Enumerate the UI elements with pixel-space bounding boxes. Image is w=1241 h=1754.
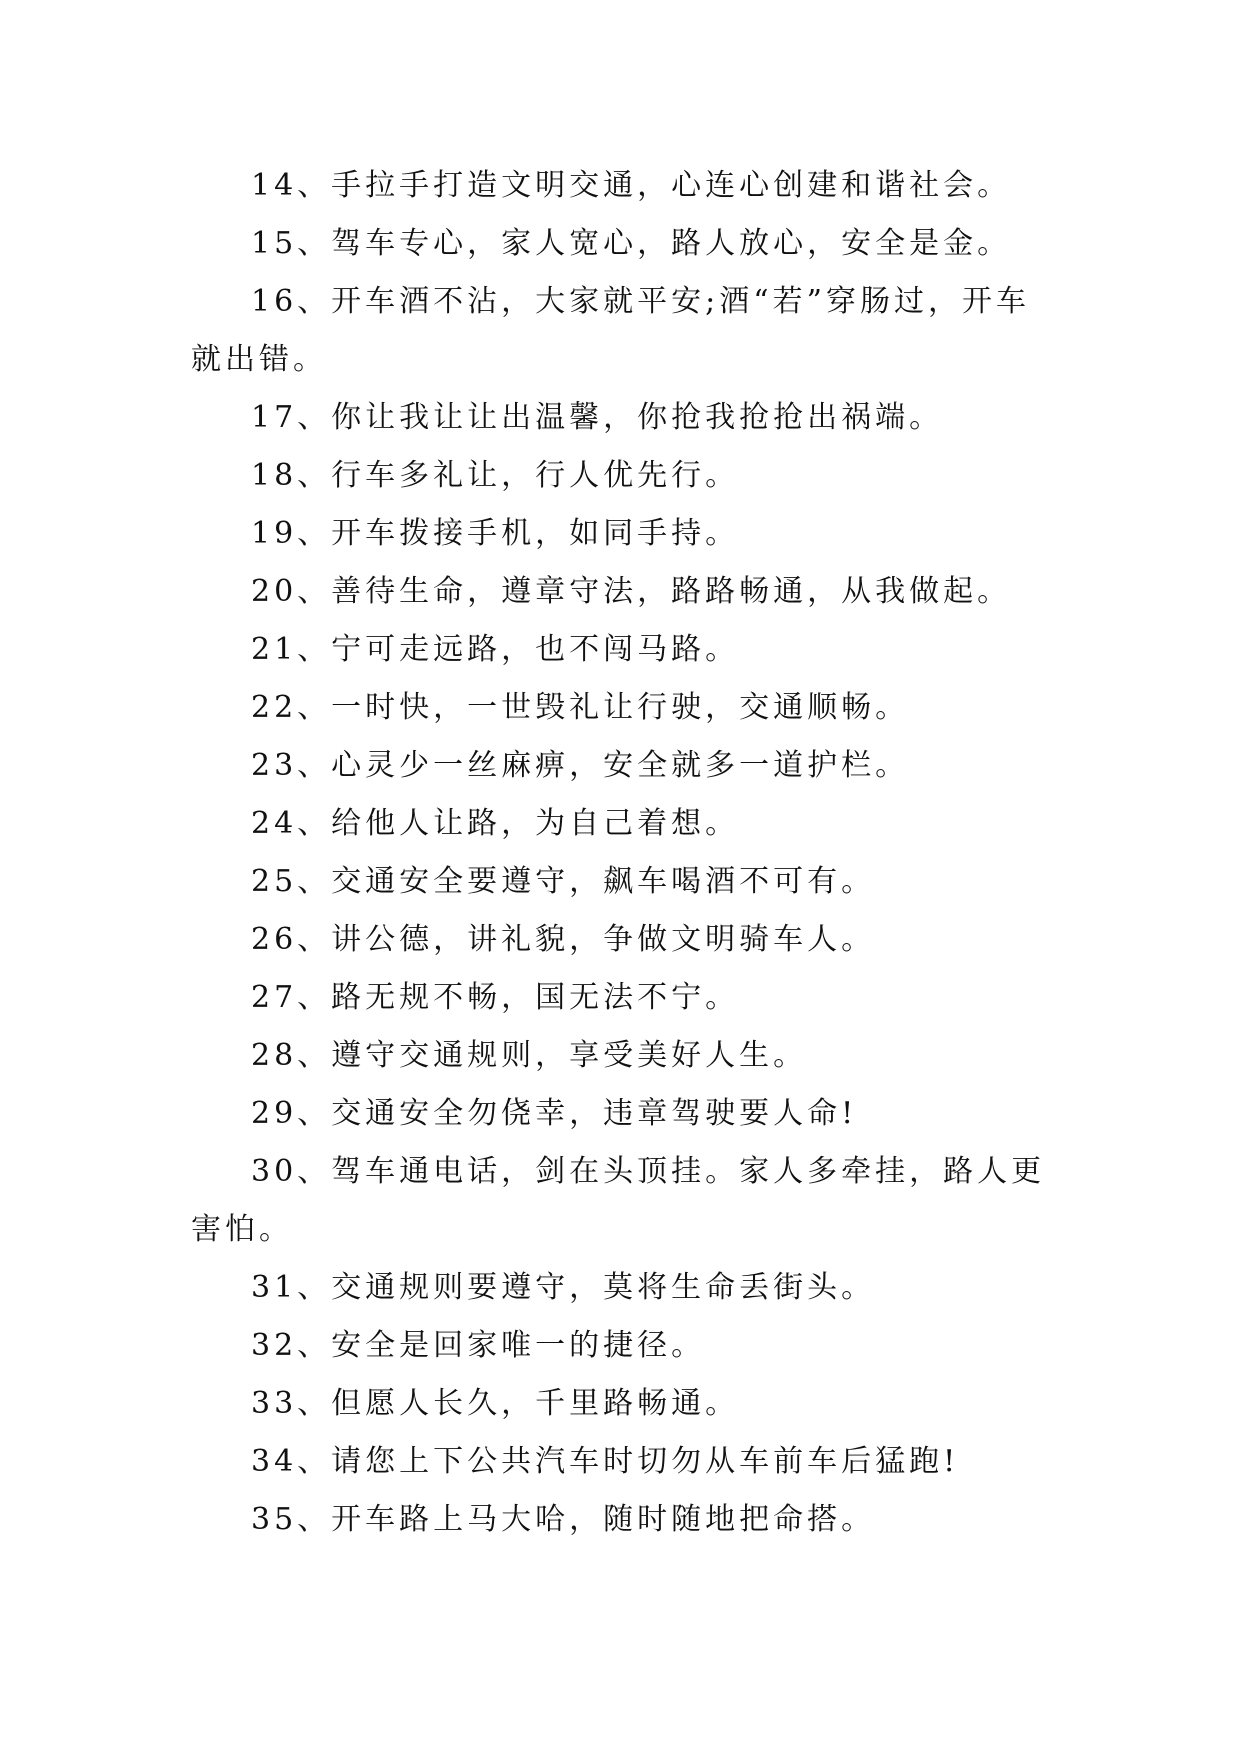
slogan-item: 14、手拉手打造文明交通，心连心创建和谐社会。 (251, 168, 1012, 203)
slogan-item: 35、开车路上马大哈，随时随地把命搭。 (251, 1502, 876, 1537)
slogan-item: 27、路无规不畅，国无法不宁。 (251, 980, 740, 1015)
slogan-item: 33、但愿人长久，千里路畅通。 (251, 1386, 740, 1421)
slogan-list (191, 157, 1051, 1549)
slogan-item: 16、开车酒不沾，大家就平安;酒“若”穿肠过，开车就出错。 (191, 284, 1030, 377)
slogan-item: 29、交通安全勿侥幸，违章驾驶要人命! (251, 1096, 858, 1131)
slogan-item: 30、驾车通电话，剑在头顶挂。家人多牵挂，路人更害怕。 (191, 1154, 1046, 1247)
slogan-item: 34、请您上下公共汽车时切勿从车前车后猛跑! (251, 1444, 960, 1479)
slogan-item: 22、一时快，一世毁礼让行驶，交通顺畅。 (251, 690, 910, 725)
slogan-item: 24、给他人让路，为自己着想。 (251, 806, 740, 841)
slogan-item: 28、遵守交通规则，享受美好人生。 (251, 1038, 808, 1073)
slogan-item: 23、心灵少一丝麻痹，安全就多一道护栏。 (251, 748, 910, 783)
slogan-item: 17、你让我让让出温馨，你抢我抢抢出祸端。 (251, 400, 944, 435)
slogan-item: 18、行车多礼让，行人优先行。 (251, 458, 740, 493)
slogan-item: 19、开车拨接手机，如同手持。 (251, 516, 740, 551)
slogan-item: 21、宁可走远路，也不闯马路。 (251, 632, 740, 667)
slogan-item: 31、交通规则要遵守，莫将生命丢街头。 (251, 1270, 876, 1305)
slogan-item: 32、安全是回家唯一的捷径。 (251, 1328, 706, 1363)
slogan-item: 20、善待生命，遵章守法，路路畅通，从我做起。 (251, 574, 1012, 609)
slogan-item: 15、驾车专心，家人宽心，路人放心，安全是金。 (251, 226, 1012, 261)
slogan-item: 25、交通安全要遵守，飙车喝酒不可有。 (251, 864, 876, 899)
slogan-item: 26、讲公德，讲礼貌，争做文明骑车人。 (251, 922, 876, 957)
